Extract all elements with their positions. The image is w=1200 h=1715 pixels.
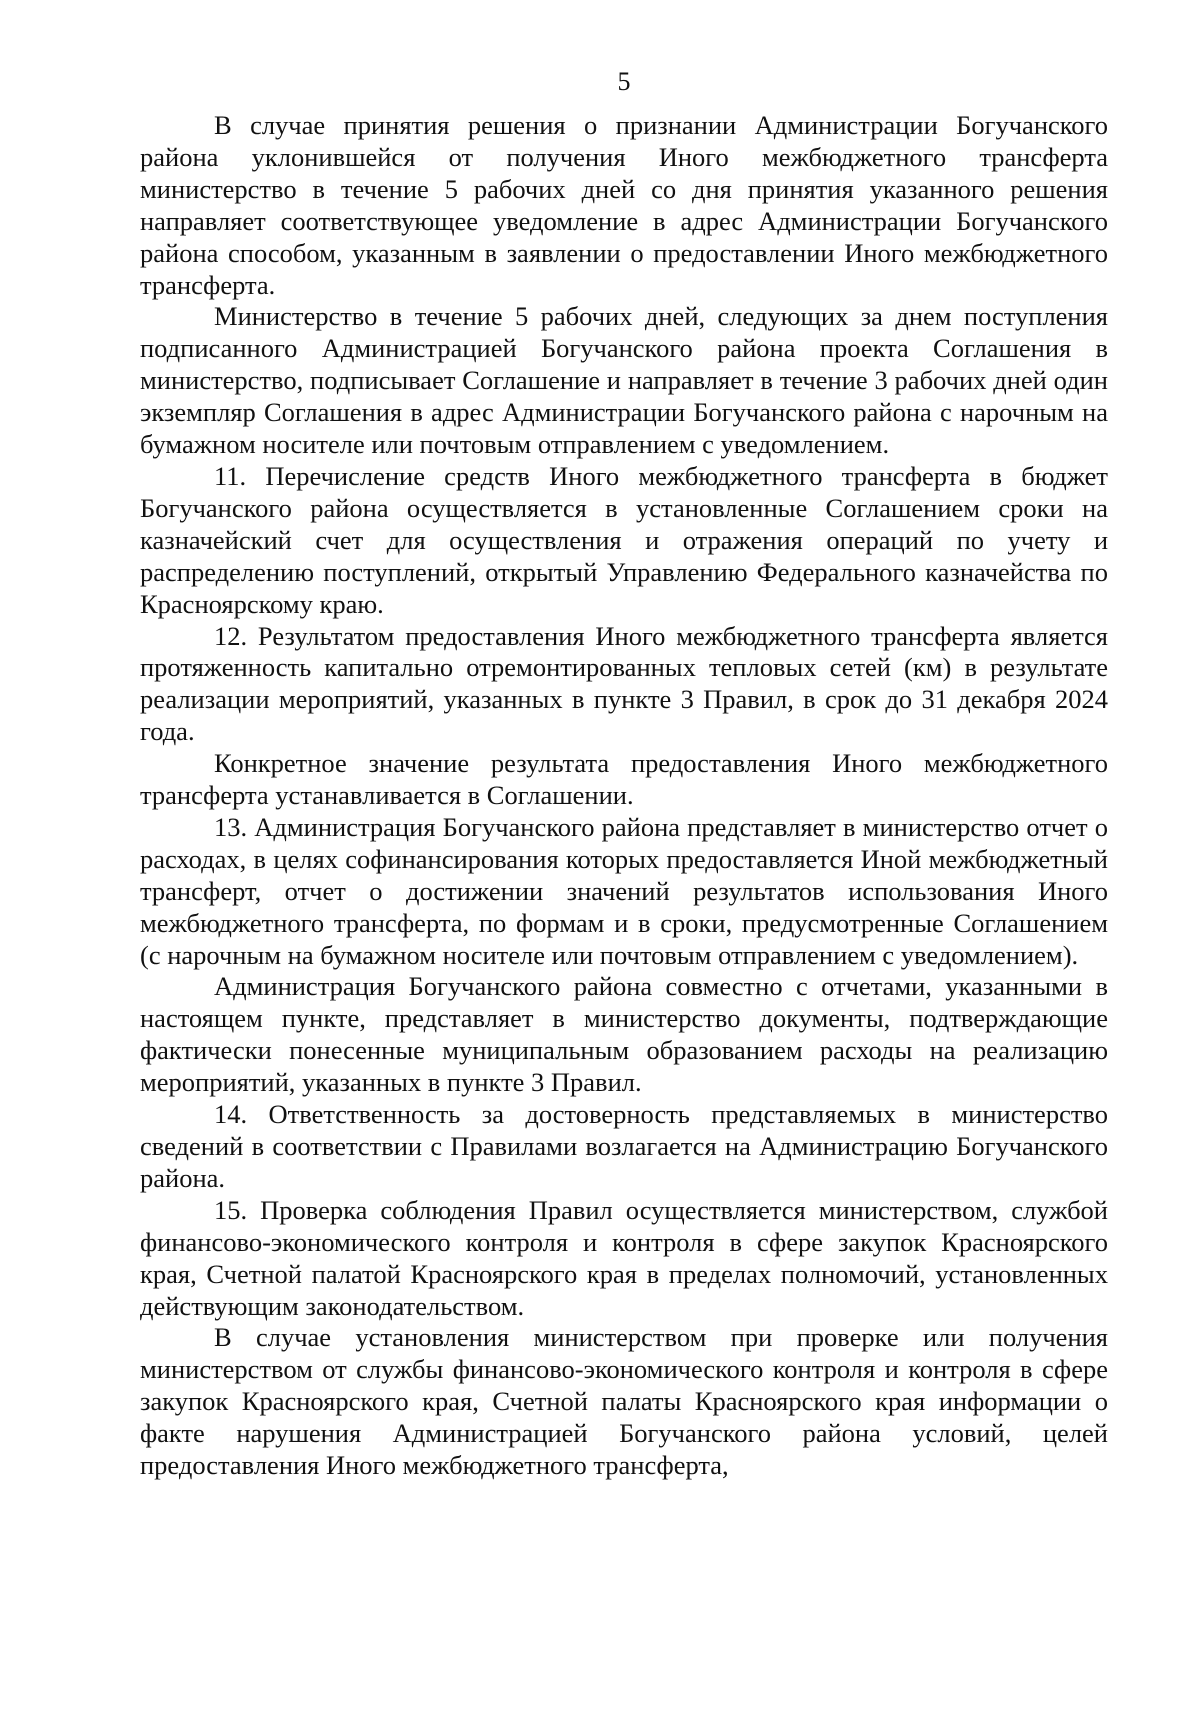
paragraph-12-result: 12. Результатом предоставления Иного межбюджетного трансферта является протяженность капитально отремонтированных тепловых сетей (км) в результате реализации мероприятий, указанных в пункте 3 Правил, в срок до 31 декабря 2024 года.	[140, 620, 1108, 747]
paragraph-violation: В случае установления министерством при проверке или получения министерством от службы финансово-экономического контроля и контроля в сфере закупок Красноярского края, Счетной палаты Красноярского края информации о факте нарушения Администрацией Богучанского района условий, целей предоставления Иного межбюджетного трансферта,	[140, 1322, 1108, 1481]
paragraph-11-transfer: 11. Перечисление средств Иного межбюджетного трансферта в бюджет Богучанского района осуществляется в установленные Соглашением сроки на казначейский счет для осуществления и отражения операций по учету и распределению поступлений, открытый Управлению Федерального казначейства по Красноярскому краю.	[140, 460, 1108, 619]
page-number: 5	[617, 67, 631, 96]
document-page	[140, 66, 1108, 1482]
paragraph-result-value: Конкретное значение результата предоставления Иного межбюджетного трансферта устанавливается в Соглашении.	[140, 748, 1108, 811]
paragraph-13-reporting: 13. Администрация Богучанского района представляет в министерство отчет о расходах, в целях софинансирования которых предоставляется Иной межбюджетный трансферт, отчет о достижении значений результатов использования Иного межбюджетного трансферта, по формам и в сроки, предусмотренные Соглашением (с нарочным на бумажном носителе или почтовым отправлением с уведомлением).	[140, 811, 1108, 970]
paragraph-evasion-notice: В случае принятия решения о признании Администрации Богучанского района уклонившейся от получения Иного межбюджетного трансферта министерство в течение 5 рабочих дней со дня принятия указанного решения направляет соответствующее уведомление в адрес Администрации Богучанского района способом, указанным в заявлении о предоставлении Иного межбюджетного трансферта.	[140, 110, 1108, 300]
paragraph-15-inspection: 15. Проверка соблюдения Правил осуществляется министерством, службой финансово-экономического контроля и контроля в сфере закупок Красноярского края, Счетной палатой Красноярского края в пределах полномочий, установленных действующим законодательством.	[140, 1194, 1108, 1321]
paragraph-agreement-signing: Министерство в течение 5 рабочих дней, следующих за днем поступления подписанного Администрацией Богучанского района проекта Соглашения в министерство, подписывает Соглашение и направляет в течение 3 рабочих дней один экземпляр Соглашения в адрес Администрации Богучанского района с нарочным на бумажном носителе или почтовым отправлением с уведомлением.	[140, 301, 1108, 460]
paragraph-14-responsibility: 14. Ответственность за достоверность представляемых в министерство сведений в соответствии с Правилами возлагается на Администрацию Богучанского района.	[140, 1099, 1108, 1193]
paragraph-supporting-documents: Администрация Богучанского района совместно с отчетами, указанными в настоящем пункте, представляет в министерство документы, подтверждающие фактически понесенные муниципальным образованием расходы на реализацию мероприятий, указанных в пункте 3 Правил.	[140, 971, 1108, 1098]
